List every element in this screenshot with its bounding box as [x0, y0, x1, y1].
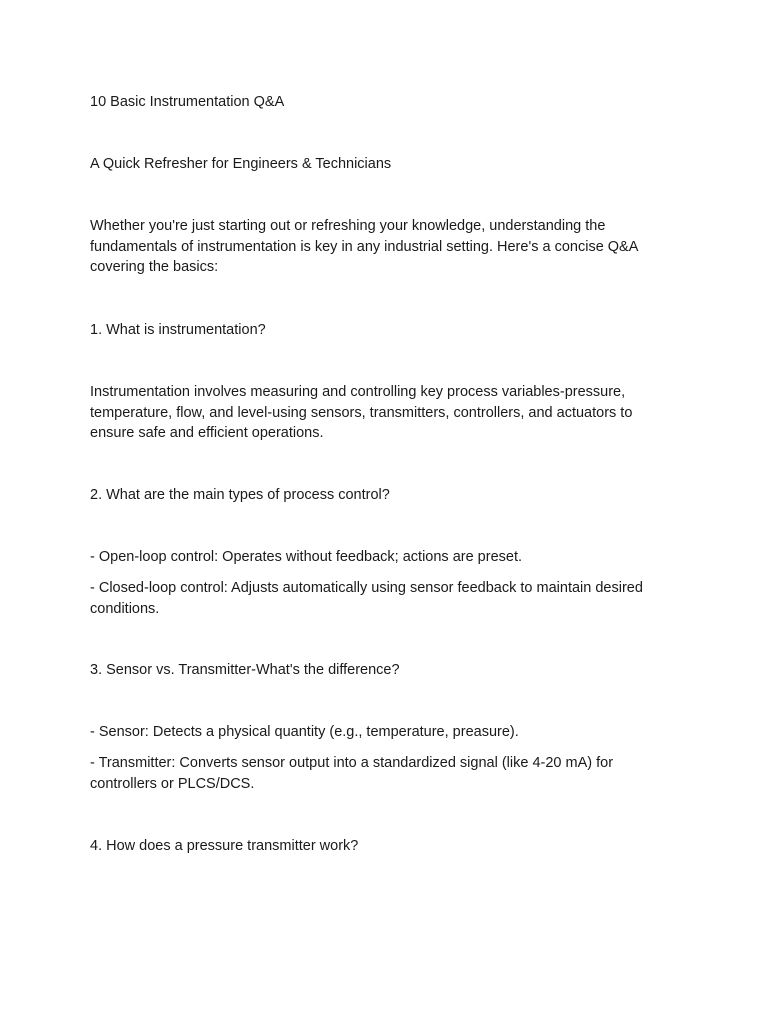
question-4-heading: 4. How does a pressure transmitter work?: [90, 838, 359, 854]
question-2-bullet-closed-loop: - Closed-loop control: Adjusts automatically using sensor feedback to maintain desired conditions.: [90, 580, 643, 617]
question-1-answer: Instrumentation involves measuring and controlling key process variables-pressure, temperature, flow, and level-using sensors, transmitters, controllers, and actuators to ensure safe and efficient operations.: [90, 384, 633, 441]
document-subtitle: A Quick Refresher for Engineers & Technicians: [90, 156, 392, 172]
question-3-heading: 3. Sensor vs. Transmitter-What's the difference?: [90, 662, 400, 678]
question-2-bullet-open-loop: - Open-loop control: Operates without feedback; actions are preset.: [90, 549, 523, 565]
question-1-heading: 1. What is instrumentation?: [90, 322, 266, 338]
question-3-bullet-transmitter: - Transmitter: Converts sensor output into a standardized signal (like 4-20 mA) for controllers or PLCS/DCS.: [90, 755, 614, 792]
document-title: 10 Basic Instrumentation Q&A: [90, 94, 285, 110]
intro-paragraph: Whether you're just starting out or refreshing your knowledge, understanding the fundamentals of instrumentation is key in any industrial setting. Here's a concise Q&A covering the basics:: [90, 218, 638, 275]
question-2-heading: 2. What are the main types of process control?: [90, 487, 390, 503]
question-3-bullet-sensor: - Sensor: Detects a physical quantity (e.g., temperature, preasure).: [90, 724, 519, 740]
